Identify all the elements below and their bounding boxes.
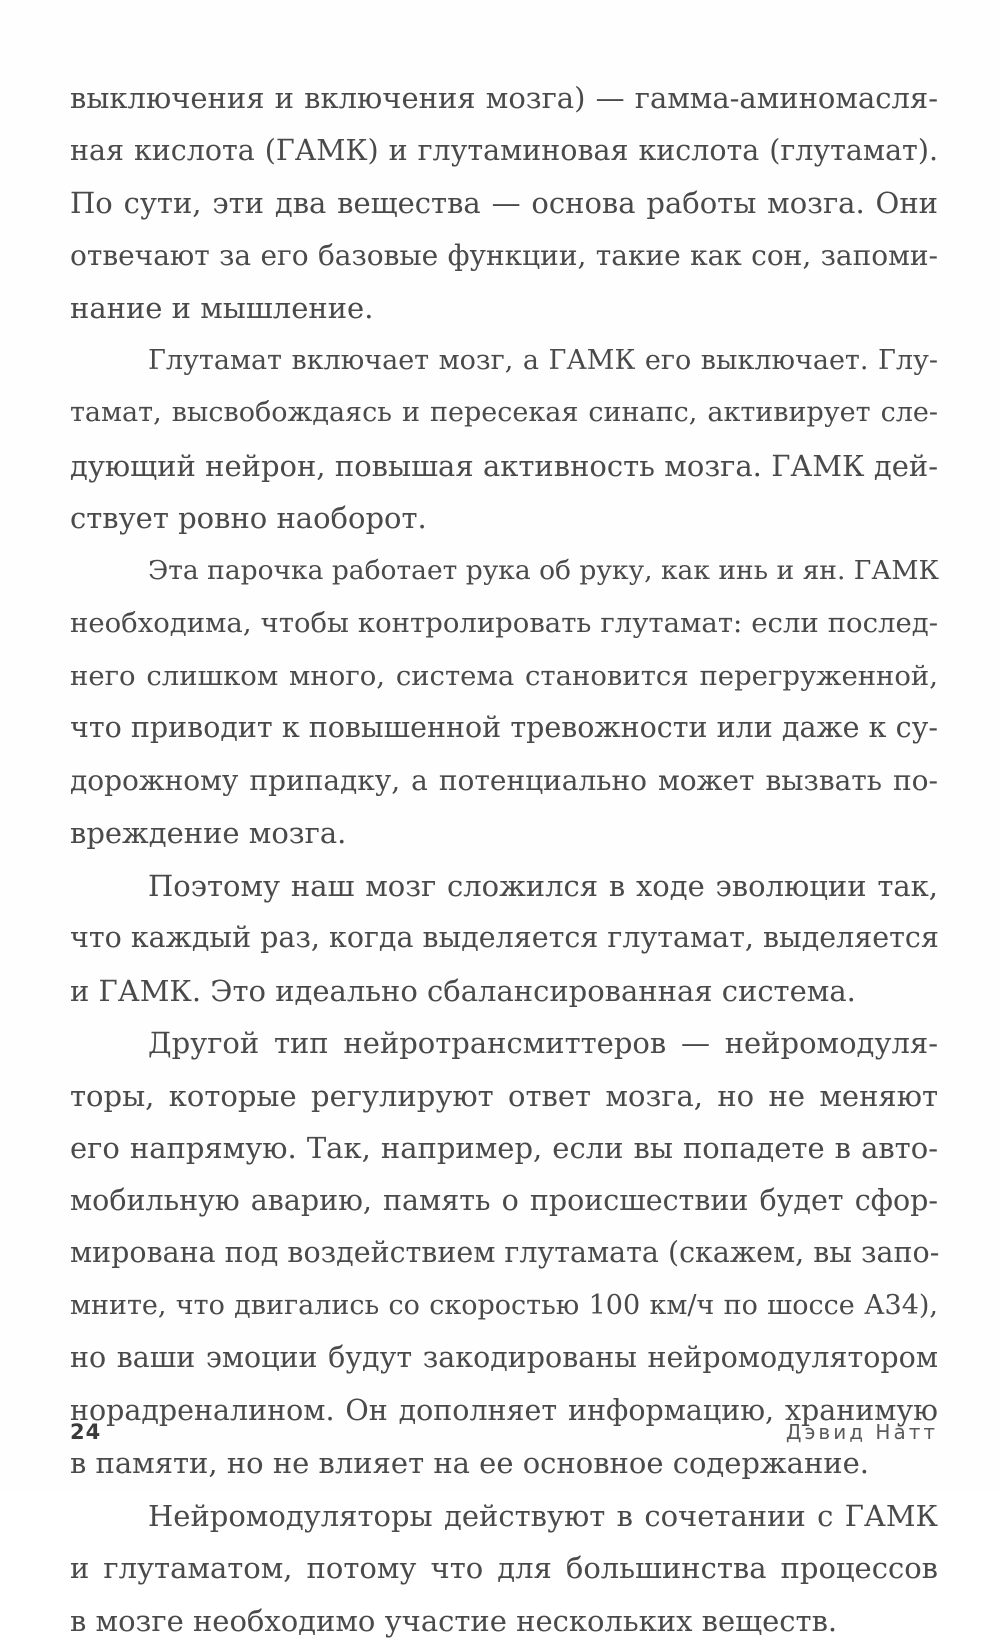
text-line: ствует ровно наоборот.	[70, 492, 938, 545]
paragraph-1	[70, 72, 938, 335]
text-line: и ГАМК. Это идеально сбалансированная система.	[70, 965, 938, 1018]
text-line: мните, что двигались со скоростью 100 км/ч по шоссе А34),	[70, 1280, 938, 1333]
text-line: но ваши эмоции будут закодированы нейромодулятором	[70, 1332, 938, 1385]
text-line: ная кислота (ГАМК) и глутаминовая кислота (глутамат).	[70, 125, 938, 178]
text-line: Другой тип нейротрансмиттеров — нейромодуля-	[70, 1017, 938, 1070]
page-footer	[70, 1420, 938, 1460]
text-line: вреждение мозга.	[70, 807, 938, 860]
text-line: в мозге необходимо участие нескольких веществ.	[70, 1595, 938, 1647]
text-line: в памяти, но не влияет на ее основное содержание.	[70, 1437, 938, 1490]
text-line: отвечают за его базовые функции, такие как сон, запоми-	[70, 230, 938, 283]
paragraph-6	[70, 1490, 938, 1647]
paragraph-5	[70, 1017, 938, 1490]
text-line: Поэтому наш мозг сложился в ходе эволюции так,	[70, 860, 938, 913]
text-line: нание и мышление.	[70, 282, 938, 335]
paragraph-4	[70, 860, 938, 1018]
text-line: Эта парочка работает рука об руку, как инь и ян. ГАМК	[70, 545, 938, 598]
text-line: норадреналином. Он дополняет информацию, хранимую	[70, 1385, 938, 1438]
text-line: что каждый раз, когда выделяется глутамат, выделяется	[70, 912, 938, 965]
text-line: Нейромодуляторы действуют в сочетании с ГАМК	[70, 1490, 938, 1543]
text-line: необходима, чтобы контролировать глутамат: если послед-	[70, 597, 938, 650]
text-line: По сути, эти два вещества — основа работы мозга. Они	[70, 177, 938, 230]
text-line: его напрямую. Так, например, если вы попадете в авто-	[70, 1122, 938, 1175]
paragraph-2	[70, 335, 938, 545]
text-line: мобильную аварию, память о происшествии будет сфор-	[70, 1175, 938, 1228]
text-line: тамат, высвобождаясь и пересекая синапс, активирует сле-	[70, 387, 938, 440]
running-head-author: Дэвид Натт	[786, 1420, 938, 1444]
text-line: дорожному припадку, а потенциально может вызвать по-	[70, 755, 938, 808]
text-line: и глутаматом, потому что для большинства процессов	[70, 1542, 938, 1595]
text-line: что приводит к повышенной тревожности или даже к су-	[70, 702, 938, 755]
text-line: Глутамат включает мозг, а ГАМК его выключает. Глу-	[70, 335, 938, 388]
text-line: мирована под воздействием глутамата (скажем, вы запо-	[70, 1227, 938, 1280]
text-line: выключения и включения мозга) — гамма-аминомасля-	[70, 72, 938, 125]
text-line: дующий нейрон, повышая активность мозга. ГАМК дей-	[70, 440, 938, 493]
text-line: торы, которые регулируют ответ мозга, но не меняют	[70, 1070, 938, 1123]
body-text	[70, 72, 938, 1647]
text-line: него слишком много, система становится перегруженной,	[70, 650, 938, 703]
paragraph-3	[70, 545, 938, 860]
page-number: 24	[70, 1420, 101, 1444]
